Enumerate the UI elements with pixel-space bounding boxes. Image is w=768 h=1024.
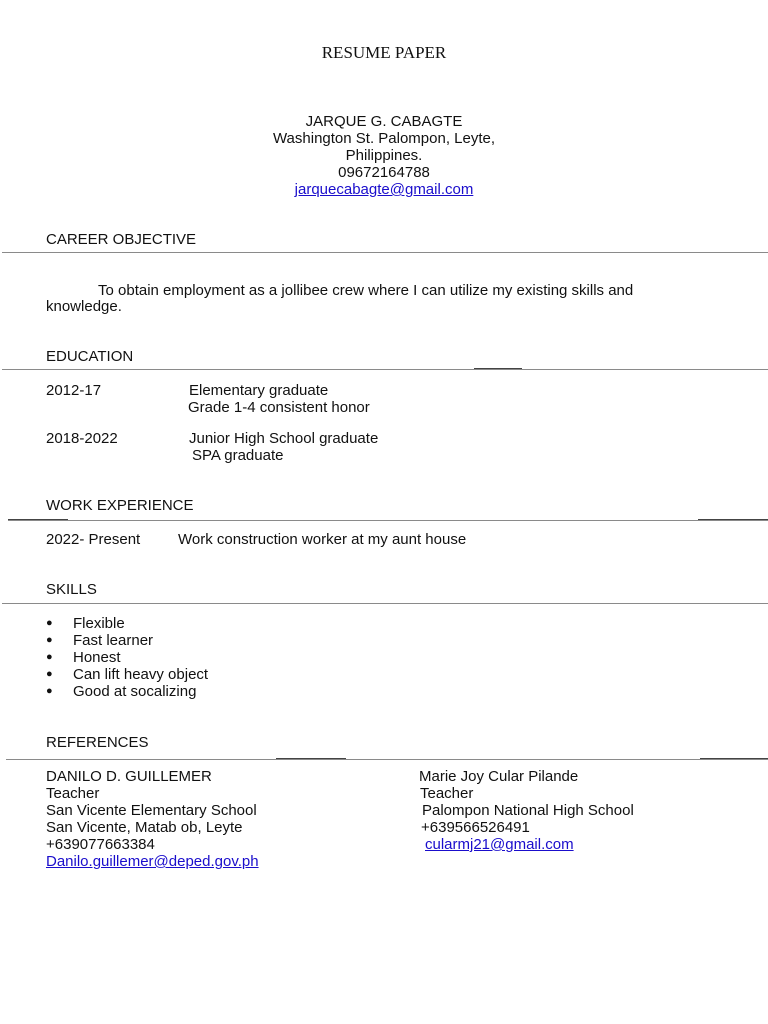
divider-accent	[8, 519, 68, 520]
skill-item: Honest	[73, 649, 121, 666]
divider-accent	[474, 368, 522, 369]
reference-address: San Vicente, Matab ob, Leyte	[46, 819, 243, 836]
email-link[interactable]: jarquecabagte@gmail.com	[294, 181, 474, 198]
objective-line-2: knowledge.	[46, 298, 122, 315]
education-years: 2018-2022	[46, 430, 118, 447]
reference-phone: +639077663384	[46, 836, 155, 853]
education-detail: Elementary graduate	[189, 382, 329, 399]
reference-email-wrap	[425, 836, 574, 853]
skill-item: Fast learner	[73, 632, 154, 649]
reference-position: Teacher	[420, 785, 474, 802]
bullet-icon: ●	[46, 651, 53, 663]
work-experience-heading: WORK EXPERIENCE	[46, 497, 194, 514]
education-years: 2012-17	[46, 382, 102, 399]
education-detail: SPA graduate	[192, 447, 284, 464]
bullet-icon: ●	[46, 685, 53, 697]
divider-accent	[276, 758, 346, 759]
reference-position: Teacher	[46, 785, 100, 802]
references-heading: REFERENCES	[46, 734, 149, 751]
divider-accent	[700, 758, 768, 759]
section-divider	[2, 603, 768, 604]
skills-heading: SKILLS	[46, 581, 97, 598]
career-objective-heading: CAREER OBJECTIVE	[46, 231, 197, 248]
education-detail: Junior High School graduate	[189, 430, 379, 447]
reference-name: DANILO D. GUILLEMER	[46, 768, 212, 785]
reference-email-link[interactable]: cularmj21@gmail.com	[425, 836, 574, 853]
objective-line-1: To obtain employment as a jollibee crew where I can utilize my existing skills and	[98, 282, 634, 299]
email-link-wrap	[0, 181, 768, 198]
applicant-name: JARQUE G. CABAGTE	[305, 113, 463, 130]
skill-item: Good at socalizing	[73, 683, 197, 700]
section-divider	[6, 759, 768, 760]
reference-name: Marie Joy Cular Pilande	[419, 768, 579, 785]
reference-email-link[interactable]: Danilo.guillemer@deped.gov.ph	[46, 853, 259, 870]
work-description: Work construction worker at my aunt house	[178, 531, 467, 548]
reference-phone: +639566526491	[421, 819, 530, 836]
education-heading: EDUCATION	[46, 348, 134, 365]
bullet-icon: ●	[46, 634, 53, 646]
address-line-2: Philippines.	[345, 147, 423, 164]
skill-item: Can lift heavy object	[73, 666, 209, 683]
section-divider	[8, 520, 768, 521]
education-detail: Grade 1-4 consistent honor	[188, 399, 370, 416]
phone-number: 09672164788	[338, 164, 430, 181]
skill-item: Flexible	[73, 615, 125, 632]
bullet-icon: ●	[46, 617, 53, 629]
section-divider	[2, 252, 768, 253]
document-title: RESUME PAPER	[321, 43, 447, 62]
section-divider	[2, 369, 768, 370]
reference-email-wrap	[46, 853, 259, 870]
reference-school: San Vicente Elementary School	[46, 802, 257, 819]
address-line-1: Washington St. Palompon, Leyte,	[272, 130, 496, 147]
divider-accent	[698, 519, 768, 520]
work-period: 2022- Present	[46, 531, 141, 548]
bullet-icon: ●	[46, 668, 53, 680]
reference-school: Palompon National High School	[422, 802, 634, 819]
